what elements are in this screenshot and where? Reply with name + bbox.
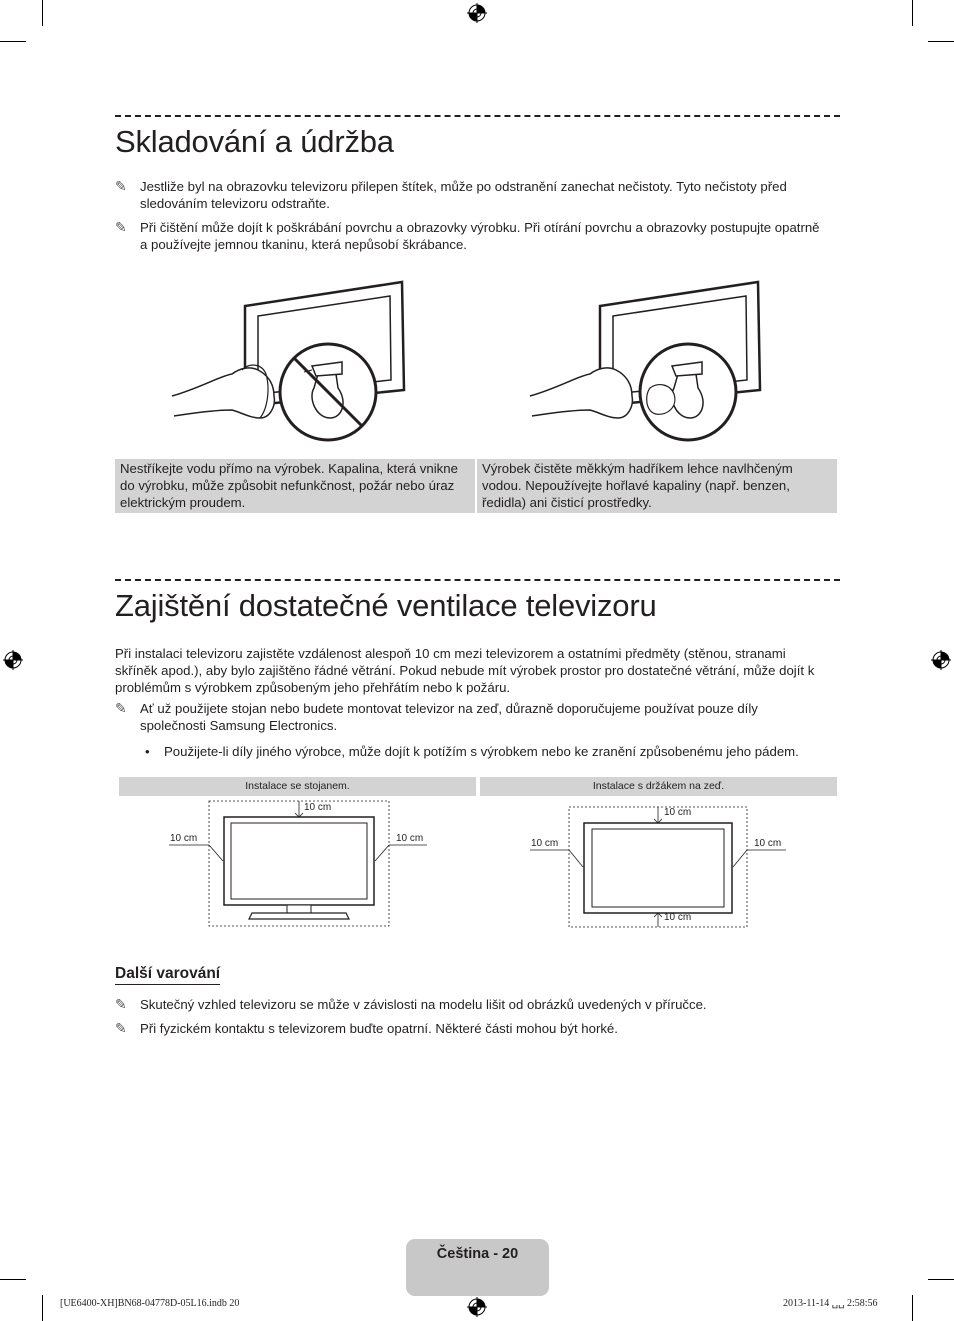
stand-left-label: 10 cm — [170, 833, 198, 844]
pencil-note-icon: ✎ — [115, 219, 127, 235]
note-item — [115, 996, 825, 1013]
caption-warning: Nestříkejte vodu přímo na výrobek. Kapalina, která vnikne do výrobku, může způsobit nefunkčnost, požár nebo úraz elektrickým proudem. — [115, 459, 475, 513]
pencil-note-icon: ✎ — [115, 700, 127, 716]
no-spray-illustration — [170, 278, 410, 448]
subsection-title-warnings: Další varování — [115, 964, 220, 985]
bullet-icon: • — [145, 744, 150, 759]
note-text: Jestliže byl na obrazovku televizoru přilepen štítek, může po odstranění zanechat nečistoty. Tyto nečistoty před sledováním televizoru odstraňte. — [140, 179, 787, 211]
note-item — [115, 1020, 825, 1037]
note-item — [115, 219, 825, 253]
note-item — [115, 700, 825, 734]
section-title-ventilation: Zajištění dostatečné ventilace televizoru — [115, 588, 657, 623]
note-text: Při fyzickém kontaktu s televizorem buďte opatrní. Některé části mohou být horké. — [140, 1021, 618, 1036]
page-number: Čeština - 20 — [436, 1246, 519, 1262]
bullet-text: Použijete-li díly jiného výrobce, může dojít k potížím s výrobkem nebo ke zranění způsobenému jeho pádem. — [164, 744, 799, 759]
crop-mark — [912, 0, 913, 26]
caption-instruction: Výrobek čistěte měkkým hadříkem lehce navlhčeným vodou. Nepoužívejte hořlavé kapaliny (např. benzen, ředidla) ani čisticí prostředky. — [477, 459, 837, 513]
stand-right-label: 10 cm — [396, 833, 424, 844]
stand-top-label: 10 cm — [304, 802, 332, 813]
stand-install-header: Instalace se stojanem. — [119, 777, 476, 796]
print-timestamp: 2013-11-14 ␣␣ 2:58:56 — [783, 1298, 878, 1309]
crop-mark — [0, 41, 26, 42]
registration-mark-icon — [467, 3, 487, 23]
section-divider — [115, 115, 840, 117]
crop-mark — [42, 0, 43, 26]
note-text: Při čištění může dojít k poškrábání povrchu a obrazovky výrobku. Při otírání povrchu a obrazovky postupujte opatrně a používejte jemnou tkaninu, která nepůsobí škrábance. — [140, 220, 820, 252]
pencil-note-icon: ✎ — [115, 178, 127, 194]
wall-right-label: 10 cm — [754, 838, 782, 849]
wall-left-label: 10 cm — [531, 838, 559, 849]
wall-bottom-label: 10 cm — [664, 912, 692, 923]
bullet-item — [145, 743, 835, 760]
wall-install-header: Instalace s držákem na zeď. — [480, 777, 837, 796]
crop-mark — [42, 1295, 43, 1321]
registration-mark-icon — [467, 1297, 487, 1317]
stand-clearance-diagram — [119, 797, 476, 932]
registration-mark-icon — [3, 650, 23, 670]
cloth-cleaning-illustration — [528, 278, 768, 448]
file-info: [UE6400-XH]BN68-04778D-05L16.indb 20 — [60, 1298, 240, 1309]
wall-top-label: 10 cm — [664, 807, 692, 818]
registration-mark-icon — [931, 650, 951, 670]
crop-mark — [928, 1279, 954, 1280]
ventilation-intro: Při instalaci televizoru zajistěte vzdálenost alespoň 10 cm mezi televizorem a ostatními předměty (stěnou, stranami skříněk apod.), aby bylo zajištěno řádné větrání. Pokud nebude mít výrobek prostor pro dostatečné větrání, může dojít k problémům s výrobkem způsobeným jeho přehřátím nebo k požáru. — [115, 646, 815, 695]
section-title-storage: Skladování a údržba — [115, 124, 394, 159]
note-text: Ať už použijete stojan nebo budete montovat televizor na zeď, důrazně doporučujeme používat pouze díly společnosti Samsung Electronics. — [140, 701, 758, 733]
pencil-note-icon: ✎ — [115, 1020, 127, 1036]
crop-mark — [912, 1295, 913, 1321]
wall-clearance-diagram — [480, 797, 837, 932]
crop-mark — [928, 41, 954, 42]
crop-mark — [0, 1279, 26, 1280]
note-text: Skutečný vzhled televizoru se může v závislosti na modelu lišit od obrázků uvedených v příručce. — [140, 997, 707, 1012]
note-item — [115, 178, 825, 212]
pencil-note-icon: ✎ — [115, 996, 127, 1012]
section-divider — [115, 579, 840, 581]
